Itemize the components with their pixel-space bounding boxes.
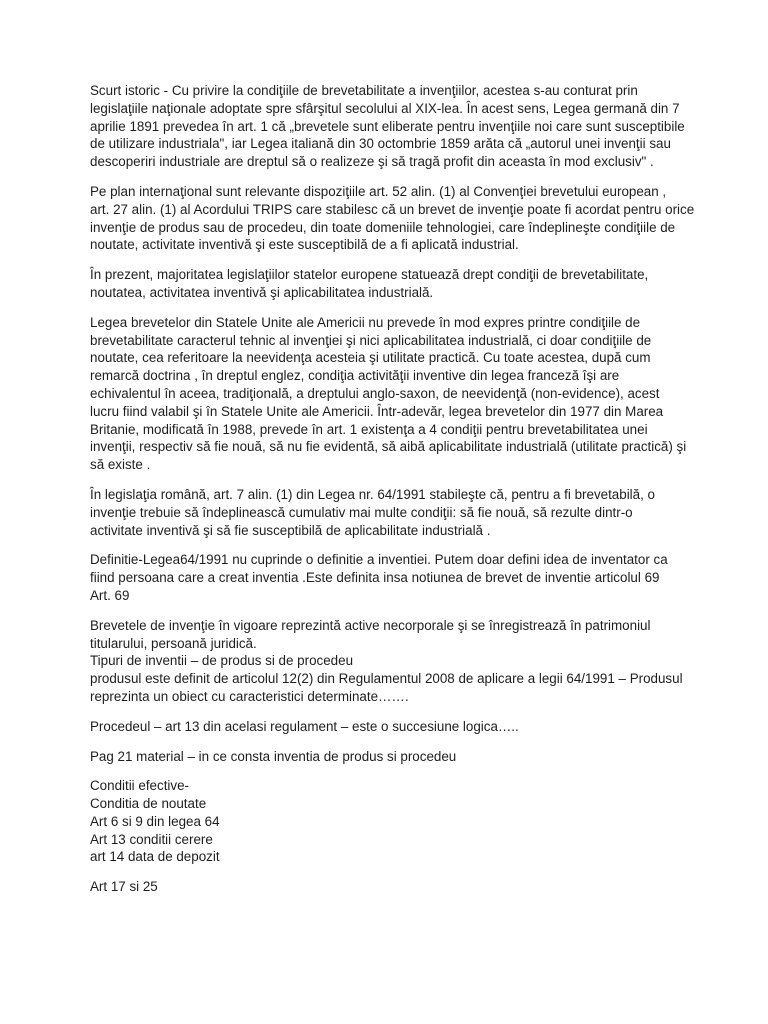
paragraph-patents-assets [90,617,690,706]
paragraph-conditions [90,777,690,866]
text-line: Art. 69 [90,587,130,603]
paragraph-usa-uk [90,314,690,474]
text-line: Pe plan internaţional sunt relevante dispoziţiile art. 52 alin. (1) al Convenţiei brevetului european , [90,183,667,199]
text-line: remarcă doctrina , în dreptul englez, condiţia activităţii inventive din legea franceză îşi are [90,368,620,384]
text-line: În legislaţia română, art. 7 alin. (1) din Legea nr. 64/1991 stabileşte că, pentru a fi brevetabilă, o [90,486,655,502]
text-line: activitate inventivă şi să fie susceptibilă de aplicabilitate industrială . [90,522,491,538]
text-line: Art 6 si 9 din legea 64 [90,813,220,829]
paragraph-page-reference [90,748,690,766]
text-line: Brevetele de invenţie în vigoare reprezintă active necorporale şi se înregistrează în patrimoniul [90,617,651,633]
text-line: lucru fiind valabil şi în Statele Unite ale Americii. Într-adevăr, legea brevetelor din 1977 din Marea [90,403,664,419]
text-line: să existe . [90,457,151,473]
paragraph-definition [90,551,690,604]
text-line: Conditia de noutate [90,796,207,812]
text-line: Definitie-Legea64/1991 nu cuprinde o definitie a inventiei. Putem doar defini idea de inventator ca [90,552,668,568]
text-line: Procedeul – art 13 din acelasi regulament – este o succesiune logica….. [90,718,519,734]
text-line: titularului, persoană juridică. [90,635,257,651]
text-line: Britanie, modificată în 1988, prevede în art. 1 existenţa a 4 condiţii pentru brevetabilitatea unei [90,421,648,437]
text-line: fiind persoana care a creat inventia .Este definita insa notiunea de brevet de inventie articolul 69 [90,570,660,586]
text-line: noutate, activitate inventivă şi este susceptibilă de a fi aplicată industrial. [90,237,519,253]
text-line: În prezent, majoritatea legislaţiilor statelor europene statuează drept condiţii de brevetabilitate, [90,267,649,283]
text-line: noutatea, activitatea inventivă şi aplicabilitatea industrială. [90,284,434,300]
text-line: reprezinta un obiect cu caracteristici determinate……. [90,688,409,704]
paragraph-articles [90,878,690,896]
text-line: Tipuri de inventii – de produs si de procedeu [90,653,354,669]
text-line: invenţie de produs sau de procedeu, din toate domeniile tehnologiei, care îndeplineşte condiţiile de [90,219,676,235]
paragraph-european [90,266,690,302]
text-line: produsul este definit de articolul 12(2) din Regulamentul 2008 de aplicare a legii 64/1991 – Produsul [90,671,683,687]
text-line: aprilie 1891 prevedea în art. 1 că „brevetele sunt eliberate pentru invenţiile noi care sunt susceptibile [90,118,685,134]
paragraph-procedure [90,718,690,736]
text-line: brevetabilitate caracterul tehnic al invenţiei şi nici aplicabilitatea industrială, ci doar condiţiile de [90,332,652,348]
text-line: de utilizare industriala", iar Legea italiană din 30 octombrie 1859 arăta că „autorul unei invenţii sau [90,136,671,152]
text-line: Conditii efective- [90,778,189,794]
text-line: art 14 data de depozit [90,849,220,865]
text-line: Art 13 conditii cerere [90,831,213,847]
paragraph-international [90,183,695,254]
paragraph-romanian-law [90,486,690,539]
text-line: Pag 21 material – in ce consta inventia de produs si procedeu [90,748,457,764]
text-line: invenţii, respectiv să fie nouă, să nu fie evidentă, să aibă aplicabilitate industrială (utilitate practică) şi [90,439,687,455]
document-body [90,82,695,908]
text-line: Scurt istoric - Cu privire la condiţiile de brevetabilitate a invenţiilor, acestea s-au conturat prin [90,83,638,98]
text-line: art. 27 alin. (1) al Acordului TRIPS care stabilesc că un brevet de invenţie poate fi acordat pentru orice [90,201,695,217]
text-line: legislaţiile naţionale adoptate spre sfârşitul secolului al XIX-lea. În acest sens, Legea germană din 7 [90,100,680,116]
text-line: descoperiri industriale are dreptul să o realizeze şi să tragă profit din aceasta în mod exclusiv" . [90,154,654,170]
text-line: noutate, cea referitoare la neevidenţa acesteia şi utilitate practică. Cu toate acestea, după cum [90,350,651,366]
text-line: Art 17 si 25 [90,879,158,895]
paragraph-history [90,82,690,171]
text-line: echivalentul în aceea, tradiţională, a dreptului anglo-saxon, de neevidenţă (non-evidence), acest [90,385,660,401]
text-line: Legea brevetelor din Statele Unite ale Americii nu prevede în mod expres printre condiţiile de [90,314,641,330]
text-line: invenţie trebuie să îndeplinească cumulativ mai multe condiţii: să fie nouă, să rezulte dintr-o [90,504,633,520]
